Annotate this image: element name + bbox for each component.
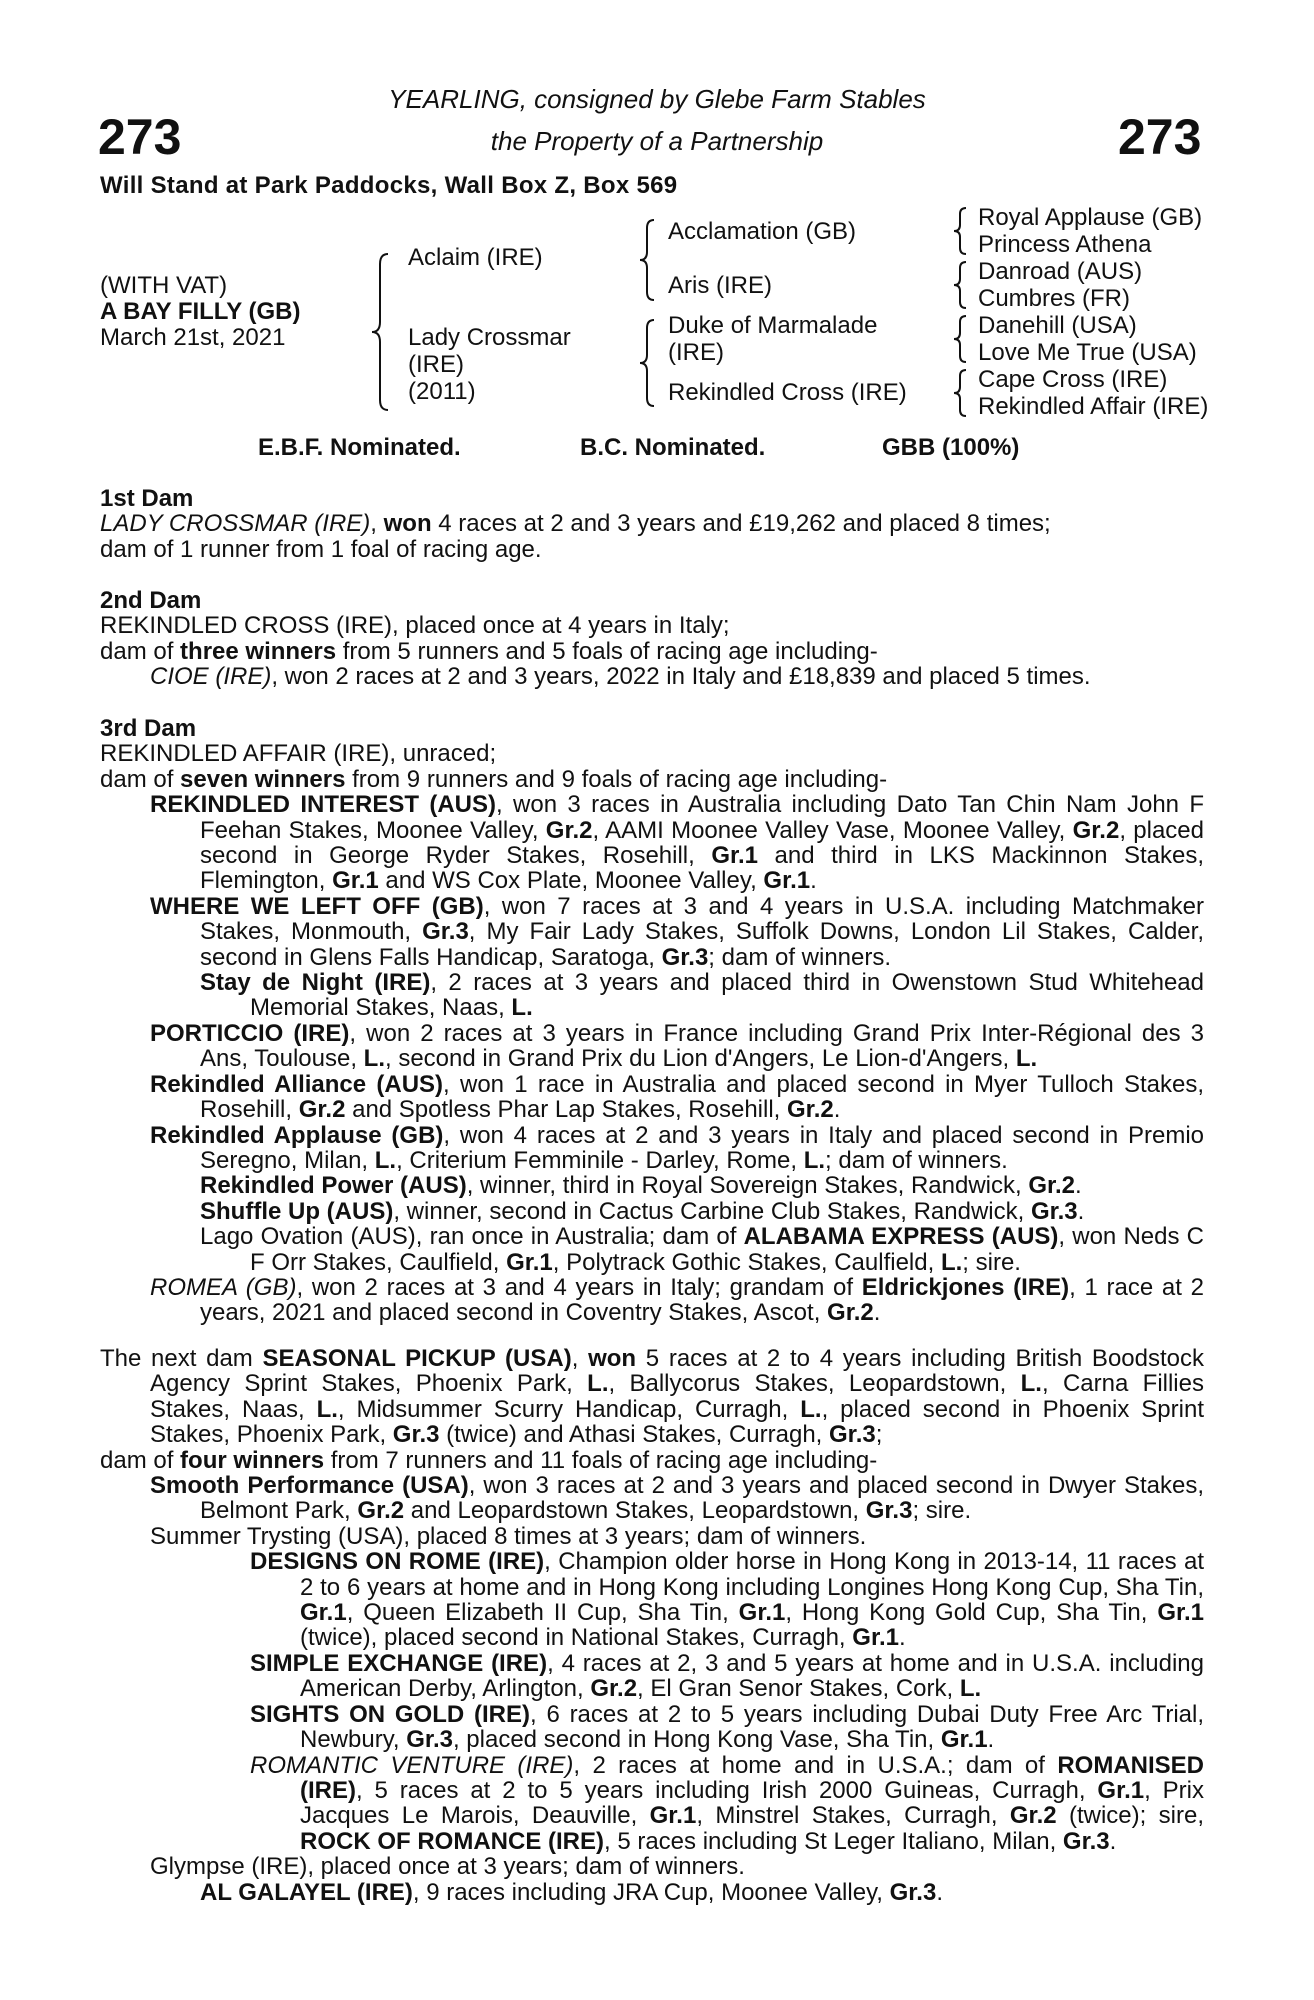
horse-vat: (WITH VAT) <box>100 272 228 299</box>
ggparent-8: Rekindled Affair (IRE) <box>978 393 1209 420</box>
produce-rekindled-applause: Rekindled Applause (GB), won 4 races at 2 and 3 years in Italy and placed second in Premio Seregno, Milan, L., Criterium Femminile - Darley, Rome, L.; dam of winners. <box>150 1121 1204 1174</box>
pedigree-brace-sire <box>636 218 658 302</box>
lot-number-left: 273 <box>98 109 182 165</box>
ggparent-7: Cape Cross (IRE) <box>978 366 1168 393</box>
ggparent-3: Danroad (AUS) <box>978 258 1143 285</box>
ggparent-6: Love Me True (USA) <box>978 339 1197 366</box>
ggparent-2: Princess Athena <box>978 231 1152 258</box>
grandsire-sire: Acclamation (GB) <box>668 218 857 245</box>
second-dam-line2: dam of three winners from 5 runners and 5 foals of racing age including- <box>100 637 878 665</box>
dam-name-line3: (2011) <box>408 378 476 405</box>
bc-nominated: B.C. Nominated. <box>580 434 766 461</box>
pedigree-brace-dam <box>636 318 658 408</box>
produce-smooth-performance: Smooth Performance (USA), won 3 races at 2 and 3 years and placed second in Dwyer Stakes, Belmont Park, Gr.2 and Leopardstown Stakes, Leopardstown, Gr.3; sire. <box>150 1472 1205 1525</box>
sire-name: Aclaim (IRE) <box>408 244 543 271</box>
produce-where-we-left-off: WHERE WE LEFT OFF (GB), won 7 races at 3 and 4 years in U.S.A. including Matchmaker Stakes, Monmouth, Gr.3, My Fair Lady Stakes, Suffolk Downs, London Lil Stakes, Calder, second in Glens Falls Handicap, Saratoga, Gr.3; dam of winners. <box>150 892 1204 971</box>
produce-glympse: Glympse (IRE), placed once at 3 years; dam of winners. <box>150 1853 745 1881</box>
grandsire-dam: Aris (IRE) <box>668 272 772 299</box>
ggparent-4: Cumbres (FR) <box>978 285 1131 312</box>
property-line: the Property of a Partnership <box>490 126 824 156</box>
third-dam-line1: REKINDLED AFFAIR (IRE), unraced; <box>100 740 497 768</box>
second-dam-heading: 2nd Dam <box>100 587 202 614</box>
produce-simple-exchange: SIMPLE EXCHANGE (IRE), 4 races at 2, 3 and 5 years at home and in U.S.A. including American Derby, Arlington, Gr.2, El Gran Senor Stakes, Cork, L. <box>250 1649 1204 1703</box>
dam-name-line2: (IRE) <box>408 351 464 378</box>
pedigree-brace-g4 <box>950 368 970 418</box>
produce-stay-de-night: Stay de Night (IRE), 2 races at 3 years and placed third in Owenstown Stud Whitehead Memorial Stakes, Naas, L. <box>200 969 1204 1022</box>
produce-shuffle-up: Shuffle Up (AUS), winner, second in Cactus Carbine Club Stakes, Randwick, Gr.3. <box>200 1197 1085 1225</box>
next-dam-section <box>100 1346 1204 1905</box>
first-dam-heading: 1st Dam <box>100 485 194 512</box>
produce-lago-ovation: Lago Ovation (AUS), ran once in Australia; dam of ALABAMA EXPRESS (AUS), won Neds C F Orr Stakes, Caulfield, Gr.1, Polytrack Gothic Stakes, Caulfield, L.; sire. <box>200 1223 1205 1276</box>
produce-summer-trysting: Summer Trysting (USA), placed 8 times at 3 years; dam of winners. <box>150 1522 867 1550</box>
ggparent-1: Royal Applause (GB) <box>978 204 1203 231</box>
third-dam-section <box>100 716 1204 1326</box>
first-dam-name: LADY CROSSMAR (IRE) <box>100 510 371 538</box>
produce-rekindled-alliance: Rekindled Alliance (AUS), won 1 race in Australia and placed second in Myer Tulloch Stakes, Rosehill, Gr.2 and Spotless Phar Lap Stakes, Rosehill, Gr.2. <box>150 1070 1204 1124</box>
consignor-line: YEARLING, consigned by Glebe Farm Stables <box>388 84 926 114</box>
ggparent-5: Danehill (USA) <box>978 312 1137 339</box>
granddam-dam: Rekindled Cross (IRE) <box>668 379 907 406</box>
pedigree-brace-g3 <box>950 314 970 364</box>
location-line: Will Stand at Park Paddocks, Wall Box Z, Box 569 <box>100 172 678 199</box>
pedigree-brace-1 <box>368 252 392 412</box>
next-dam-para: The next dam SEASONAL PICKUP (USA), won 5 races at 2 to 4 years including British Boodstock Agency Sprint Stakes, Phoenix Park, L., Ballycorus Stakes, Leopardstown, L., Carna Fillies Stakes, Naas, L., Midsummer Scurry Handicap, Curragh, L., placed second in Phoenix Sprint Stakes, Phoenix Park, Gr.3 (twice) and Athasi Stakes, Curragh, Gr.3; <box>100 1345 1204 1449</box>
produce-romea: ROMEA (GB), won 2 races at 3 and 4 years in Italy; grandam of Eldrickjones (IRE), 1 race at 2 years, 2021 and placed second in Coventry Stakes, Ascot, Gr.2. <box>150 1273 1204 1327</box>
first-dam-line2: dam of 1 runner from 1 foal of racing age. <box>100 535 542 563</box>
first-dam-line1: LADY CROSSMAR (IRE), won 4 races at 2 and 3 years and £19,262 and placed 8 times; <box>100 510 1051 538</box>
pedigree-brace-g1 <box>950 206 970 256</box>
granddam-sire-line1: Duke of Marmalade <box>668 312 878 339</box>
dam-name-line1: Lady Crossmar <box>408 324 571 351</box>
produce-rekindled-interest: REKINDLED INTEREST (AUS), won 3 races in Australia including Dato Tan Chin Nam John F Feehan Stakes, Moonee Valley, Gr.2, AAMI Moonee Valley Vase, Moonee Valley, Gr.2, placed second in George Ryder Stakes, Rosehill, Gr.1 and third in LKS Mackinnon Stakes, Flemington, Gr.1 and WS Cox Plate, Moonee Valley, Gr.1. <box>150 791 1205 895</box>
first-dam-section <box>100 486 1204 562</box>
pedigree-brace-g2 <box>950 260 970 310</box>
second-dam-produce-cioe: CIOE (IRE), won 2 races at 2 and 3 years, 2022 in Italy and £18,839 and placed 5 times. <box>150 663 1091 691</box>
lot-number-right: 273 <box>1118 109 1202 165</box>
next-dam-line2: dam of four winners from 7 runners and 11 foals of racing age including- <box>100 1446 878 1474</box>
granddam-sire-line2: (IRE) <box>668 339 724 366</box>
third-dam-heading: 3rd Dam <box>100 715 197 742</box>
gbb-percent: GBB (100%) <box>882 434 1020 461</box>
produce-porticcio: PORTICCIO (IRE), won 2 races at 3 years in France including Grand Prix Inter-Régional des 3 Ans, Toulouse, L., second in Grand Prix du Lion d'Angers, Le Lion-d'Angers, L. <box>150 1019 1205 1073</box>
produce-rekindled-power: Rekindled Power (AUS), winner, third in Royal Sovereign Stakes, Randwick, Gr.2. <box>200 1172 1082 1200</box>
produce-sights-on-gold: SIGHTS ON GOLD (IRE), 6 races at 2 to 5 years including Dubai Duty Free Arc Trial, Newbury, Gr.3, placed second in Hong Kong Vase, Sha Tin, Gr.1. <box>250 1700 1205 1754</box>
second-dam-section <box>100 588 1204 690</box>
third-dam-line2: dam of seven winners from 9 runners and 9 foals of racing age including- <box>100 765 888 793</box>
ebf-nominated: E.B.F. Nominated. <box>258 434 461 461</box>
produce-al-galayel: AL GALAYEL (IRE), 9 races including JRA Cup, Moonee Valley, Gr.3. <box>200 1878 943 1906</box>
horse-foaled: March 21st, 2021 <box>100 324 286 351</box>
horse-name: A BAY FILLY (GB) <box>100 298 301 325</box>
produce-designs-on-rome: DESIGNS ON ROME (IRE), Champion older horse in Hong Kong in 2013-14, 11 races at 2 to 6 years at home and in Hong Kong including Longines Hong Kong Cup, Sha Tin, Gr.1, Queen Elizabeth II Cup, Sha Tin, Gr.1, Hong Kong Gold Cup, Sha Tin, Gr.1 (twice), placed second in National Stakes, Curragh, Gr.1. <box>250 1548 1205 1652</box>
second-dam-line1: REKINDLED CROSS (IRE), placed once at 4 years in Italy; <box>100 612 730 640</box>
produce-romantic-venture: ROMANTIC VENTURE (IRE), 2 races at home and in U.S.A.; dam of ROMANISED (IRE), 5 races at 2 to 5 years including Irish 2000 Guineas, Curragh, Gr.1, Prix Jacques Le Marois, Deauville, Gr.1, Minstrel Stakes, Curragh, Gr.2 (twice); sire, ROCK OF ROMANCE (IRE), 5 races including St Leger Italiano, Milan, Gr.3. <box>250 1751 1205 1855</box>
